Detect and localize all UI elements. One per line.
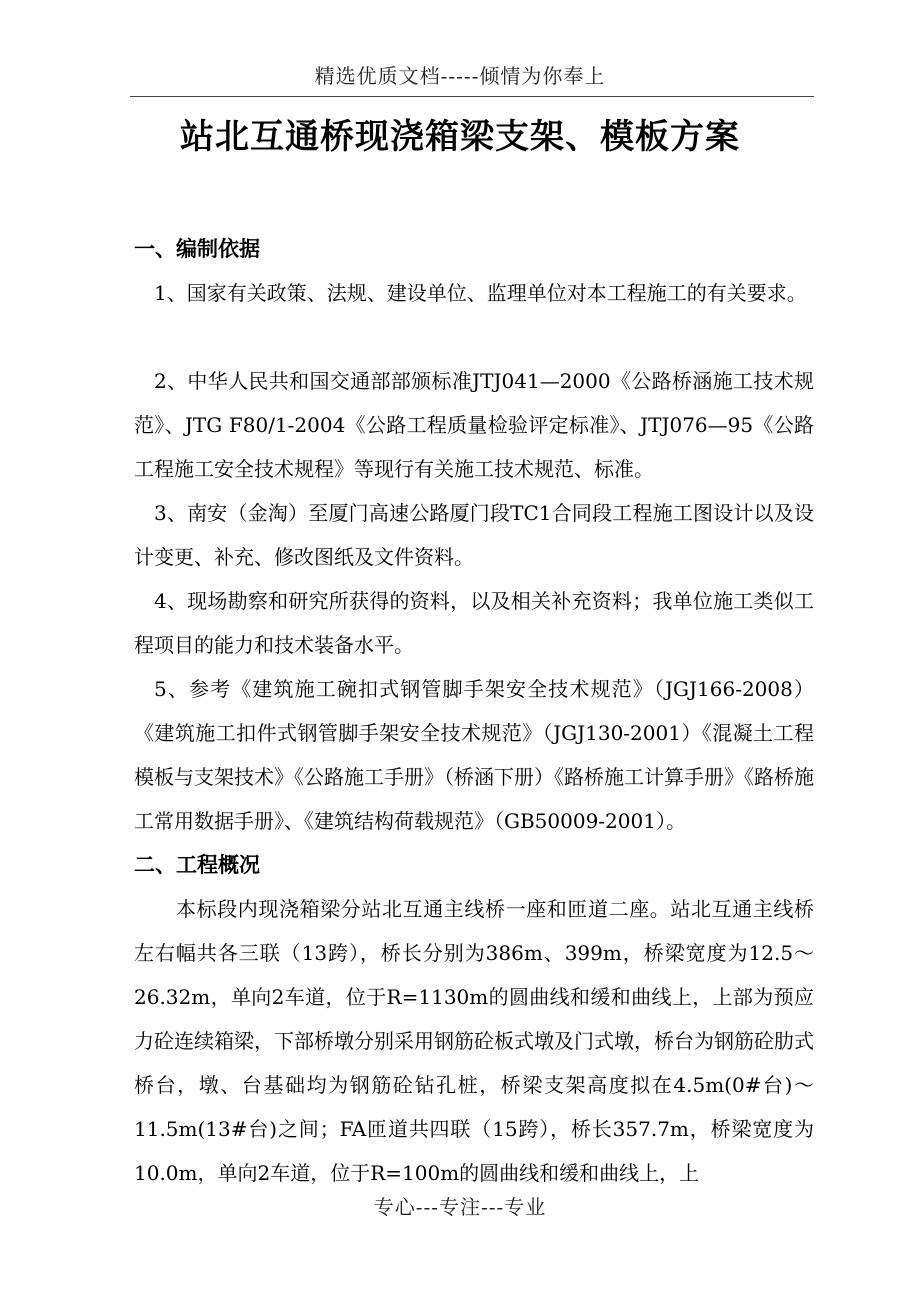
header-divider (130, 96, 814, 97)
page-header: 精选优质文档-----倾情为你奉上 (314, 64, 606, 88)
paragraph-gap (134, 315, 814, 359)
basis-item-4: 4、现场勘察和研究所获得的资料，以及相关补充资料；我单位施工类似工程项目的能力和技术装备水平。 (134, 589, 814, 657)
section-heading-basis: 一、编制依据 (134, 237, 260, 261)
section-heading-overview: 二、工程概况 (134, 853, 260, 877)
document-body (134, 227, 814, 1195)
basis-item-1: 1、国家有关政策、法规、建设单位、监理单位对本工程施工的有关要求。 (154, 281, 807, 305)
basis-item-5: 5、参考《建筑施工碗扣式钢管脚手架安全技术规范》（JGJ166-2008）《建筑施工扣件式钢管脚手架安全技术规范》（JGJ130-2001）《混凝土工程模板与支架技术》《公路施工手册》（桥涵下册）《路桥施工计算手册》《路桥施工常用数据手册》、《建筑结构荷载规范》（GB50009-2001）。 (134, 677, 814, 833)
basis-item-3: 3、南安（金淘）至厦门高速公路厦门段TC1合同段工程施工图设计以及设计变更、补充、修改图纸及文件资料。 (134, 501, 814, 569)
basis-item-2: 2、中华人民共和国交通部部颁标准JTJ041—2000《公路桥涵施工技术规范》、JTG F80/1-2004《公路工程质量检验评定标准》、JTJ076—95《公路工程施工安全技术规程》等现行有关施工技术规范、标准。 (134, 369, 814, 481)
document-title: 站北互通桥现浇箱梁支架、模板方案 (180, 117, 740, 157)
overview-paragraph: 本标段内现浇箱梁分站北互通主线桥一座和匝道二座。站北互通主线桥左右幅共各三联（13跨），桥长分别为386m、399m，桥梁宽度为12.5～26.32m，单向2车道，位于R=1130m的圆曲线和缓和曲线上，上部为预应力砼连续箱梁，下部桥墩分别采用钢筋砼板式墩及门式墩，桥台为钢筋砼肋式桥台，墩、台基础均为钢筋砼钻孔桩，桥梁支架高度拟在4.5m(0#台)～11.5m(13#台)之间；FA匝道共四联（15跨），桥长357.7m，桥梁宽度为10.0m，单向2车道，位于R=100m的圆曲线和缓和曲线上，上 (134, 897, 814, 1185)
page-footer: 专心---专注---专业 (373, 1195, 547, 1219)
